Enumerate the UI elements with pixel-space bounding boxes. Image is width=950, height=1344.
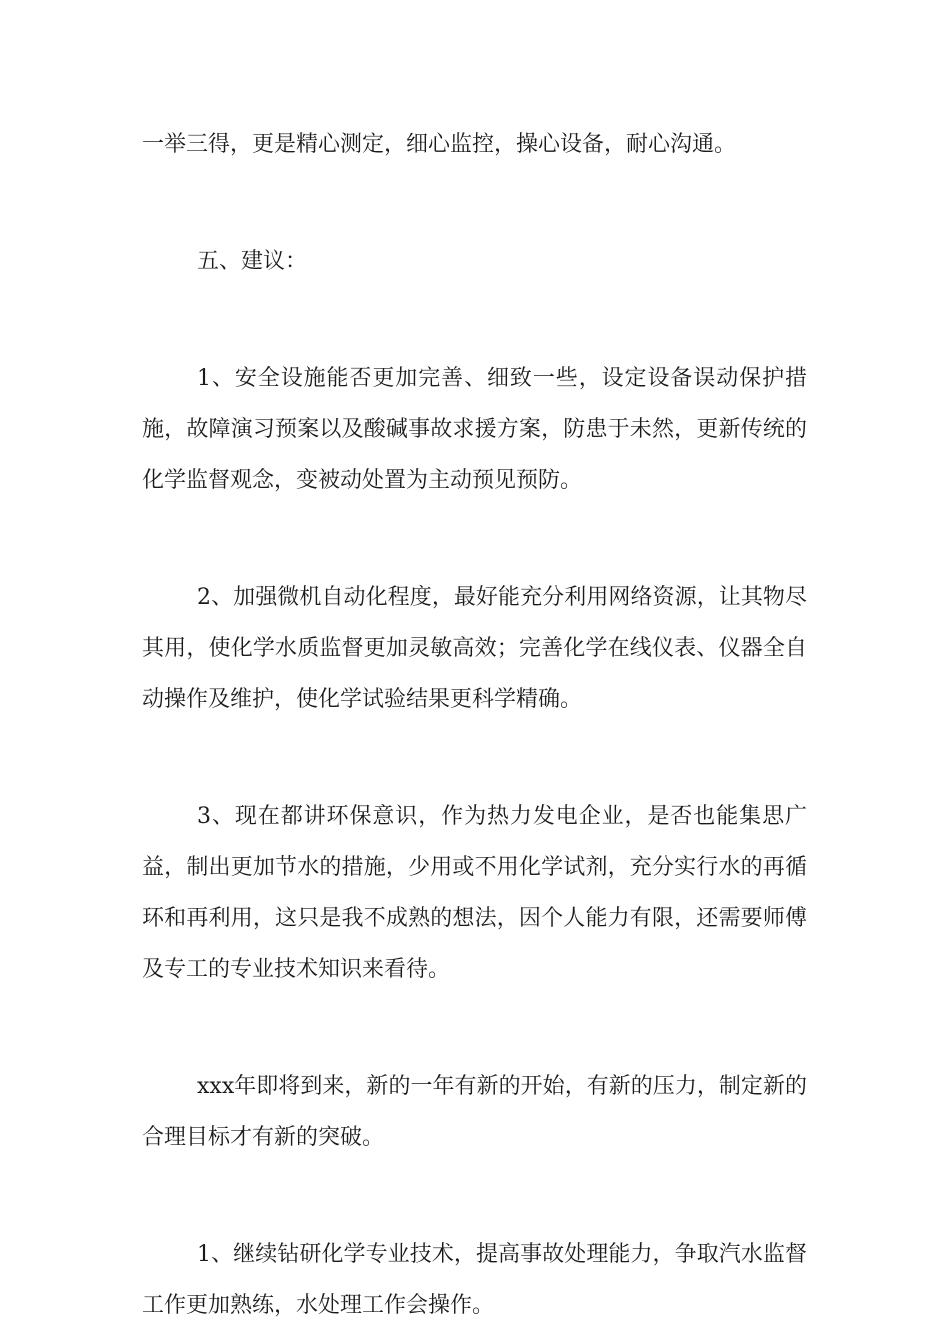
paragraph-continuation: 一举三得，更是精心测定，细心监控，操心设备，耐心沟通。: [142, 132, 737, 157]
paragraph-spacer: [142, 995, 807, 1061]
new-year-paragraph: xxx年即将到来，新的一年有新的开始，有新的压力，制定新的合理目标才有新的突破。: [142, 1074, 807, 1150]
suggestion-item-3: 3、现在都讲环保意识，作为热力发电企业，是否也能集思广益，制出更加节水的措施，少用或不用化学试剂，充分实行水的再循环和再利用，这只是我不成熟的想法，因个人能力有限，还需要师傅及专工的专业技术知识来看待。: [142, 804, 807, 982]
section-heading-suggestions: 五、建议：: [197, 249, 308, 274]
paragraph-spacer: [142, 725, 807, 791]
document-body: [142, 119, 807, 1331]
suggestion-item-2: 2、加强微机自动化程度，最好能充分利用网络资源，让其物尽其用，使化学水质监督更加灵敏高效；完善化学在线仪表、仪器全自动操作及维护，使化学试验结果更科学精确。: [142, 585, 807, 712]
paragraph-spacer: [142, 1163, 807, 1229]
paragraph-spacer: [142, 287, 807, 353]
paragraph-spacer: [142, 506, 807, 572]
paragraph-spacer: [142, 170, 807, 236]
suggestion-item-1: 1、安全设施能否更加完善、细致一些，设定设备误动保护措施，故障演习预案以及酸碱事故求援方案，防患于未然，更新传统的化学监督观念，变被动处置为主动预见预防。: [142, 366, 807, 493]
plan-item-1: 1、继续钻研化学专业技术，提高事故处理能力，争取汽水监督工作更加熟练，水处理工作会操作。: [142, 1242, 807, 1318]
